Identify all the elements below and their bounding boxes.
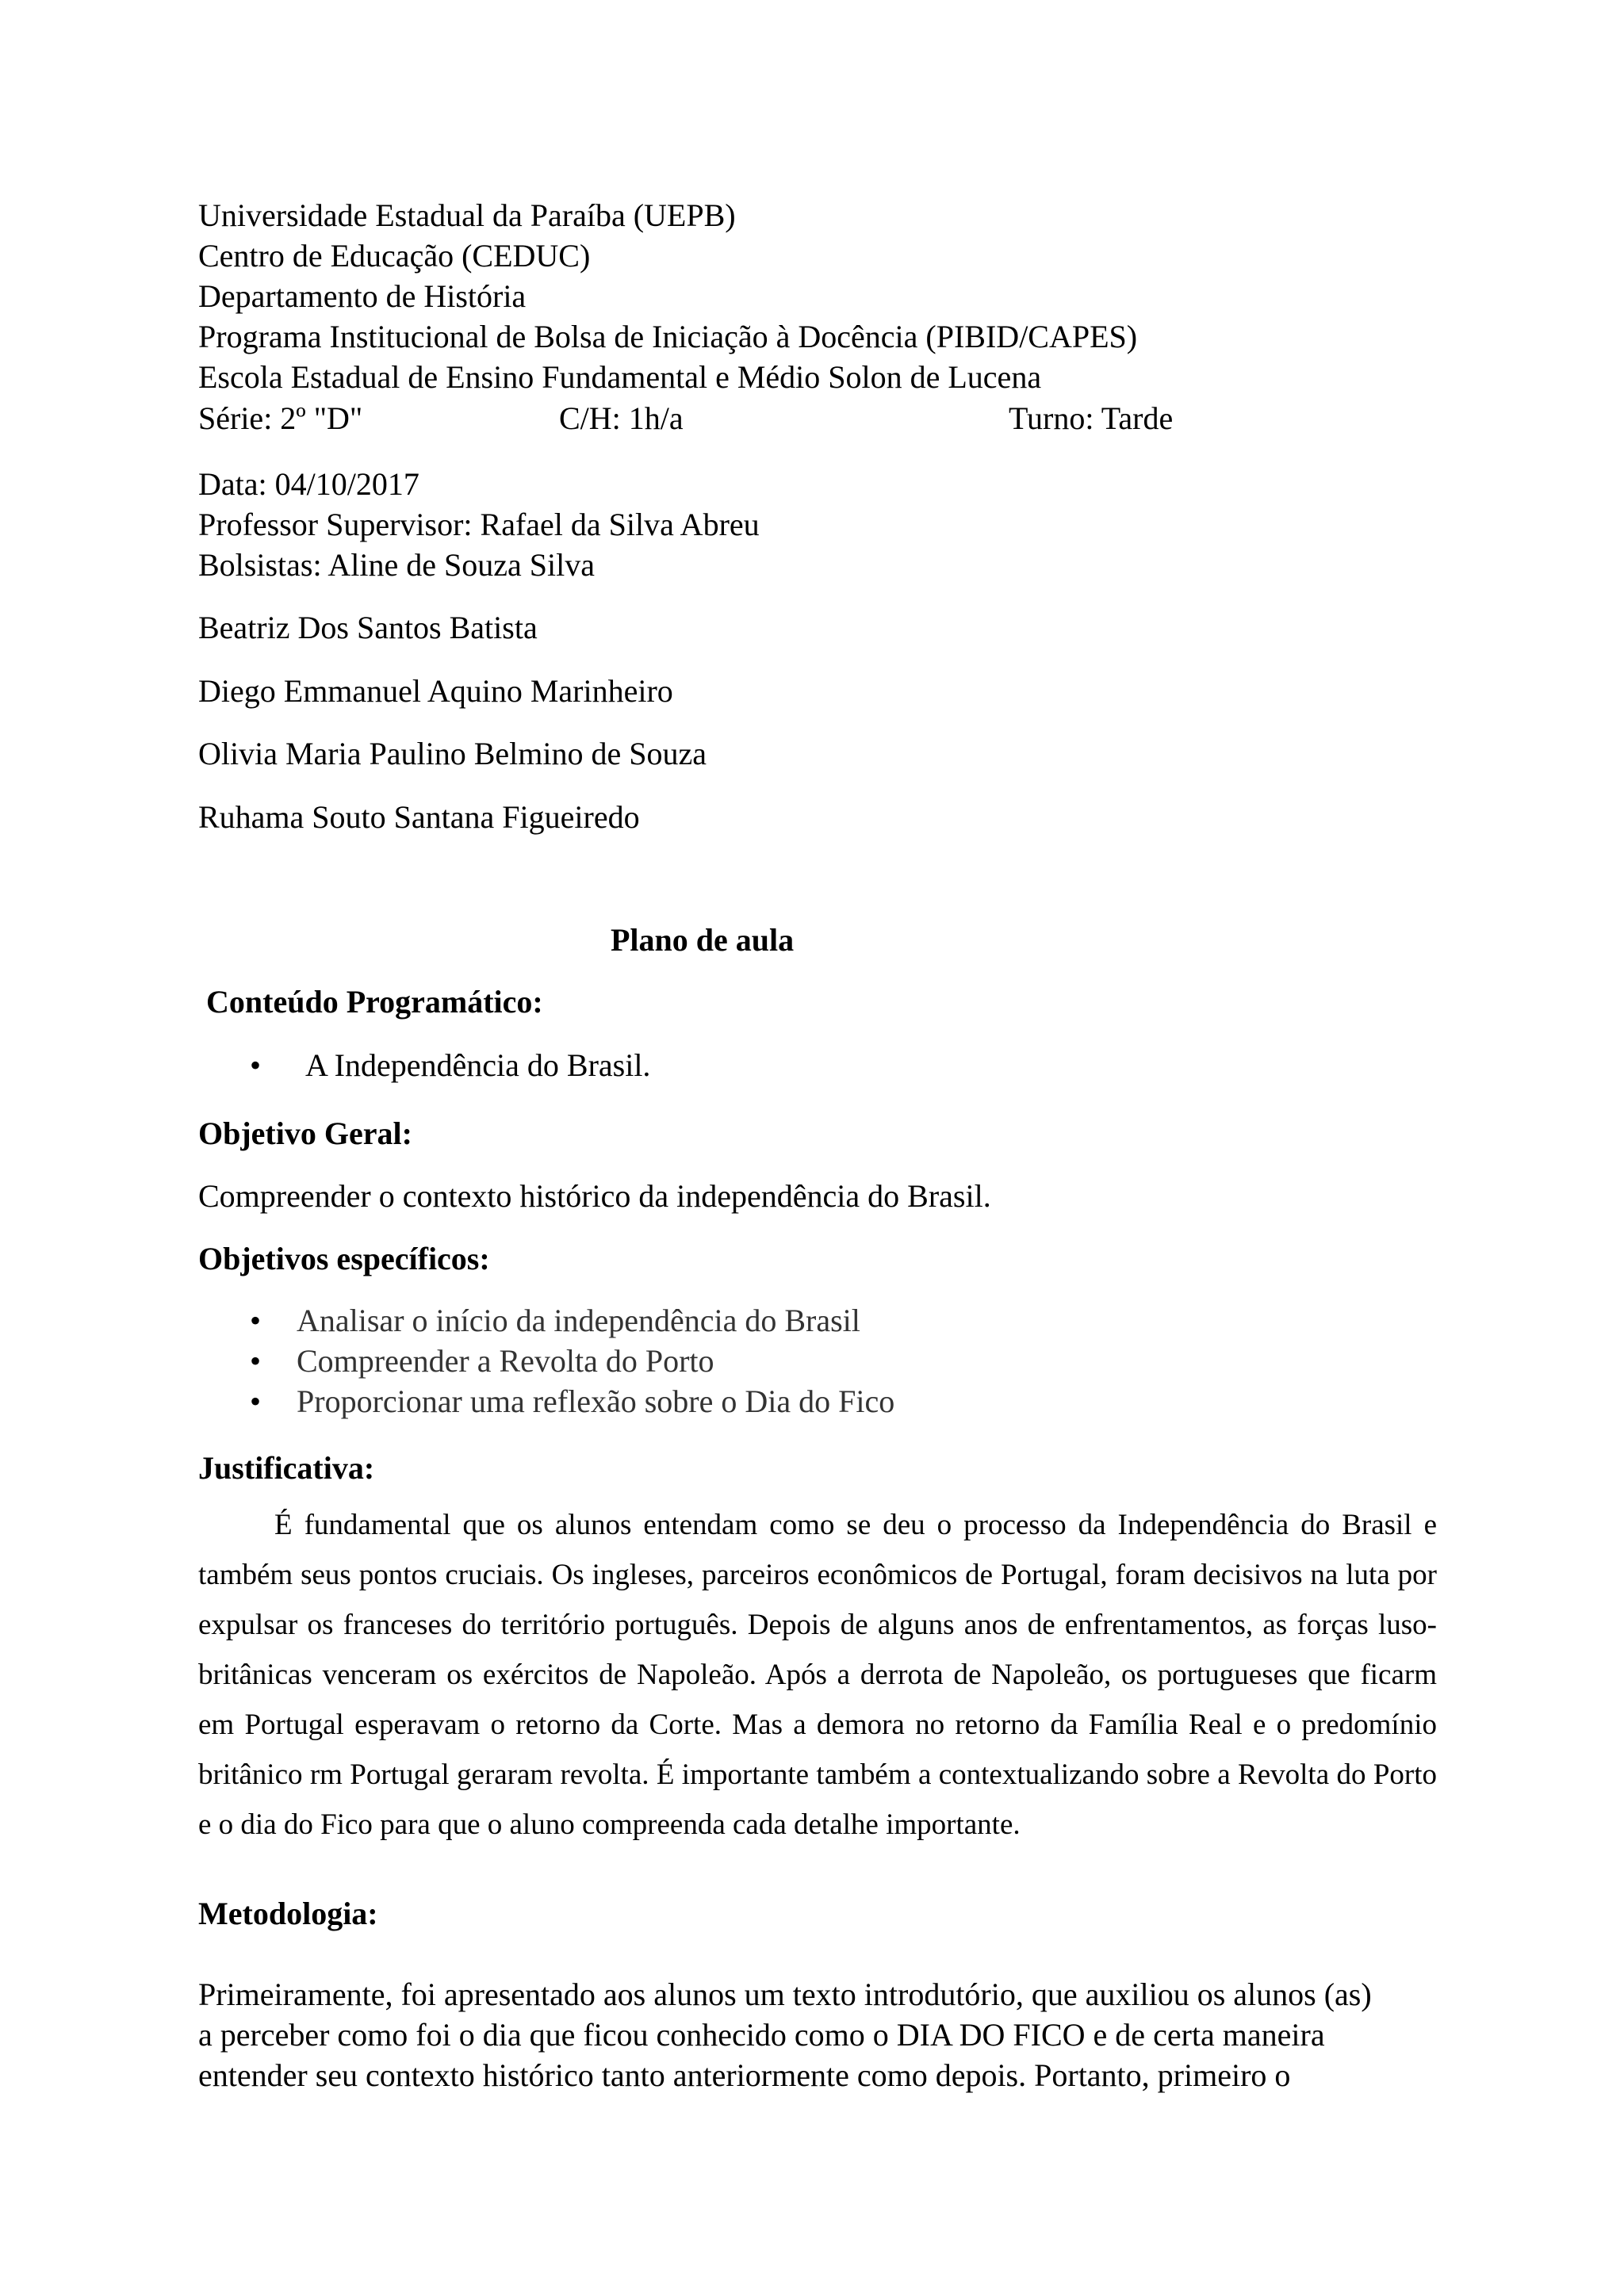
program-line: Programa Institucional de Bolsa de Iniciação à Docência (PIBID/CAPES) [198,319,1138,354]
member-name: Ruhama Souto Santana Figueiredo [198,799,640,835]
content-heading: Conteúdo Programático: [206,984,543,1020]
center-line: Centro de Educação (CEDUC) [198,238,591,274]
ch-line: C/H: 1h/a [559,400,684,436]
specific-objective-item: Analisar o início da independência do Brasil [297,1303,860,1338]
justification-text: É fundamental que os alunos entendam como se deu o processo da Independência do Brasil e também seus pontos cruciais. Os ingleses, parceiros econômicos de Portugal, foram decisivos na luta por expulsar os franceses do território português. Depois de alguns anos de enfrentamentos, as forças luso-britânicas venceram os exércitos de Napoleão. Após a derrota de Napoleão, os portugueses que ficarm em Portugal esperavam o retorno da Corte. Mas a demora no retorno da Família Real e o predomínio britânico rm Portugal geraram revolta. É importante também a contextualizando sobre a Revolta do Porto e o dia do Fico para que o aluno compreenda cada detalhe importante. [198,1509,1437,1841]
member-name: Beatriz Dos Santos Batista [198,610,538,645]
date-line: Data: 04/10/2017 [198,466,419,502]
methodology-heading: Metodologia: [198,1896,378,1931]
member-name: Olivia Maria Paulino Belmino de Souza [198,736,707,771]
bullet-icon: • [250,1383,262,1419]
specific-objectives-heading: Objetivos específicos: [198,1241,490,1276]
justification-paragraph [198,1500,1437,1850]
general-objective-heading: Objetivo Geral: [198,1115,412,1151]
plan-title: Plano de aula [611,922,795,958]
university-line: Universidade Estadual da Paraíba (UEPB) [198,197,736,233]
methodology-line: Primeiramente, foi apresentado aos alunos um texto introdutório, que auxiliou os alunos (as) [198,1976,1372,2012]
methodology-line: entender seu contexto histórico tanto anteriormente como depois. Portanto, primeiro o [198,2057,1291,2093]
bullet-icon: • [250,1047,262,1083]
methodology-line: a perceber como foi o dia que ficou conhecido como o DIA DO FICO e de certa maneira [198,2017,1325,2053]
specific-objective-item: Proporcionar uma reflexão sobre o Dia do Fico [297,1383,895,1419]
bullet-icon: • [250,1343,262,1379]
member-name: Diego Emmanuel Aquino Marinheiro [198,673,673,709]
serie-line: Série: 2º "D" [198,400,363,436]
specific-objective-item: Compreender a Revolta do Porto [297,1343,714,1379]
bullet-icon: • [250,1303,262,1338]
school-line: Escola Estadual de Ensino Fundamental e Médio Solon de Lucena [198,359,1042,395]
turno-line: Turno: Tarde [1009,400,1174,436]
justification-heading: Justificativa: [198,1450,375,1486]
content-item: A Independência do Brasil. [305,1047,651,1083]
department-line: Departamento de História [198,278,527,314]
supervisor-line: Professor Supervisor: Rafael da Silva Abreu [198,507,760,542]
general-objective-text: Compreender o contexto histórico da independência do Brasil. [198,1178,991,1214]
bolsistas-line: Bolsistas: Aline de Souza Silva [198,547,595,583]
